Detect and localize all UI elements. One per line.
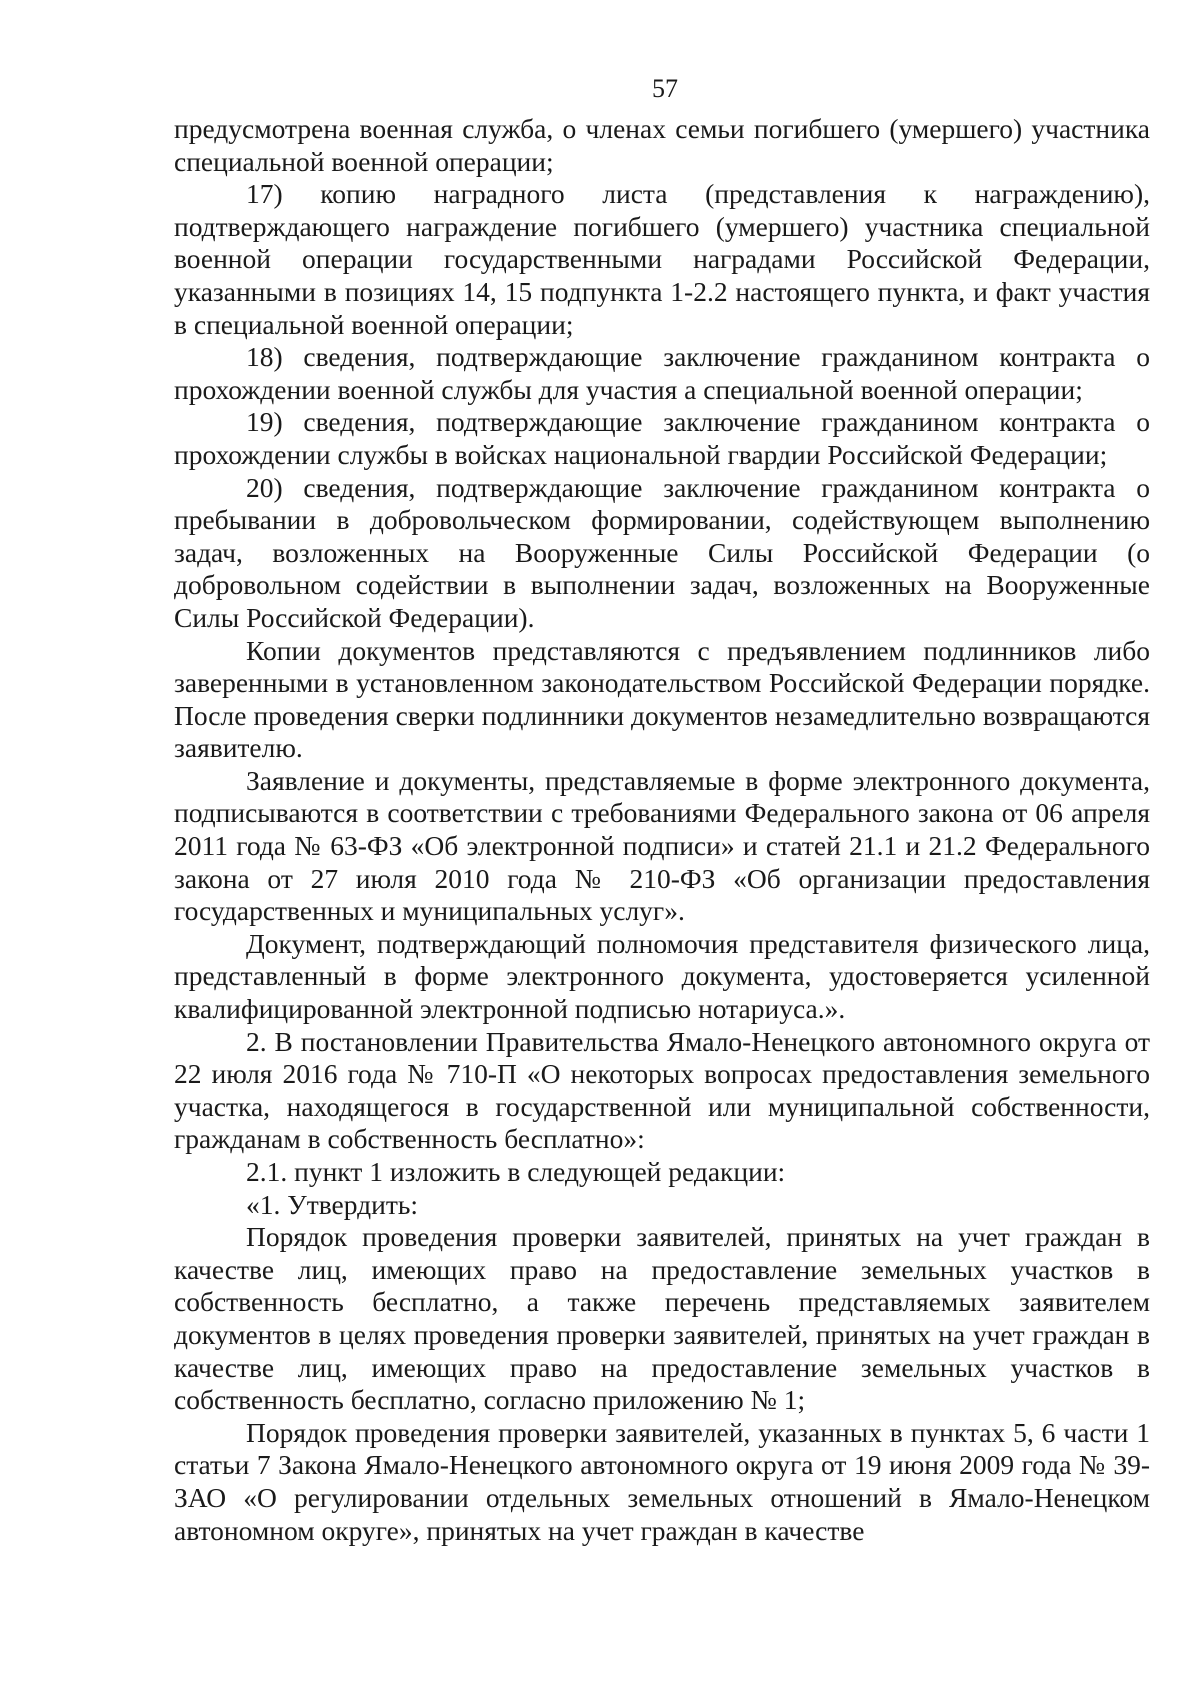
paragraph-approve: «1. Утвердить: — [246, 1188, 419, 1220]
paragraph-item-17: 17) копию наградного листа (представления к награждению), подтверждающего награждение погибшего (умершего) участника специальной военной операции государственными наградами Российской Федерации, указанными в позициях 14, 15 подпункта 1-2.2 настоящего пункта, и факт участия в специальной военной операции; — [174, 178, 1150, 340]
paragraph-procedure-2: Порядок проведения проверки заявителей, указанных в пунктах 5, 6 части 1 статьи 7 Закона Ямало-Ненецкого автономного округа от 19 июня 2009 года № 39-ЗАО «О регулировании отдельных земельных отношений в Ямало-Ненецком автономном округе», принятых на учет граждан в качестве — [174, 1416, 1150, 1546]
paragraph-electronic-documents: Заявление и документы, представляемые в форме электронного документа, подписываются в соответствии с требованиями Федерального закона от 06 апреля 2011 года № 63-ФЗ «Об электронной подписи» и статей 21.1 и 21.2 Федерального закона от 27 июля 2010 года № 210-ФЗ «Об организации предоставления государственных и муниципальных услуг». — [174, 764, 1150, 927]
paragraph-continuation: предусмотрена военная служба, о членах семьи погибшего (умершего) участника специальной военной операции; — [174, 113, 1150, 177]
document-body — [174, 113, 1150, 1547]
paragraph-item-18: 18) сведения, подтверждающие заключение гражданином контракта о прохождении военной службы для участия а специальной военной операции; — [174, 341, 1150, 405]
page-number: 57 — [652, 74, 678, 103]
paragraph-section-2-1: 2.1. пункт 1 изложить в следующей редакции: — [246, 1156, 786, 1187]
paragraph-item-20: 20) сведения, подтверждающие заключение гражданином контракта о пребывании в добровольческом формировании, содействующем выполнению задач, возложенных на Вооруженные Силы Российской Федерации (о добровольном содействии в выполнении задач, возложенных на Вооруженные Силы Российской Федерации). — [174, 471, 1150, 633]
paragraph-copies: Копии документов представляются с предъявлением подлинников либо заверенными в установленном законодательством Российской Федерации порядке. После проведения сверки подлинники документов незамедлительно возвращаются заявителю. — [174, 634, 1150, 764]
paragraph-item-19: 19) сведения, подтверждающие заключение гражданином контракта о прохождении службы в войсках национальной гвардии Российской Федерации; — [174, 406, 1150, 470]
paragraph-procedure-1: Порядок проведения проверки заявителей, принятых на учет граждан в качестве лиц, имеющих право на предоставление земельных участков в собственность бесплатно, а также перечень представляемых заявителем документов в целях проведения проверки заявителей, принятых на учет граждан в качестве лиц, имеющих право на предоставление земельных участков в собственность бесплатно, согласно приложению № 1; — [174, 1221, 1150, 1416]
paragraph-section-2: 2. В постановлении Правительства Ямало-Ненецкого автономного округа от 22 июля 2016 года № 710-П «О некоторых вопросах предоставления земельного участка, находящегося в государственной или муниципальной собственности, гражданам в собственность бесплатно»: — [174, 1025, 1150, 1155]
paragraph-representative-authority: Документ, подтверждающий полномочия представителя физического лица, представленный в форме электронного документа, удостоверяется усиленной квалифицированной электронной подписью нотариуса.». — [174, 927, 1150, 1025]
